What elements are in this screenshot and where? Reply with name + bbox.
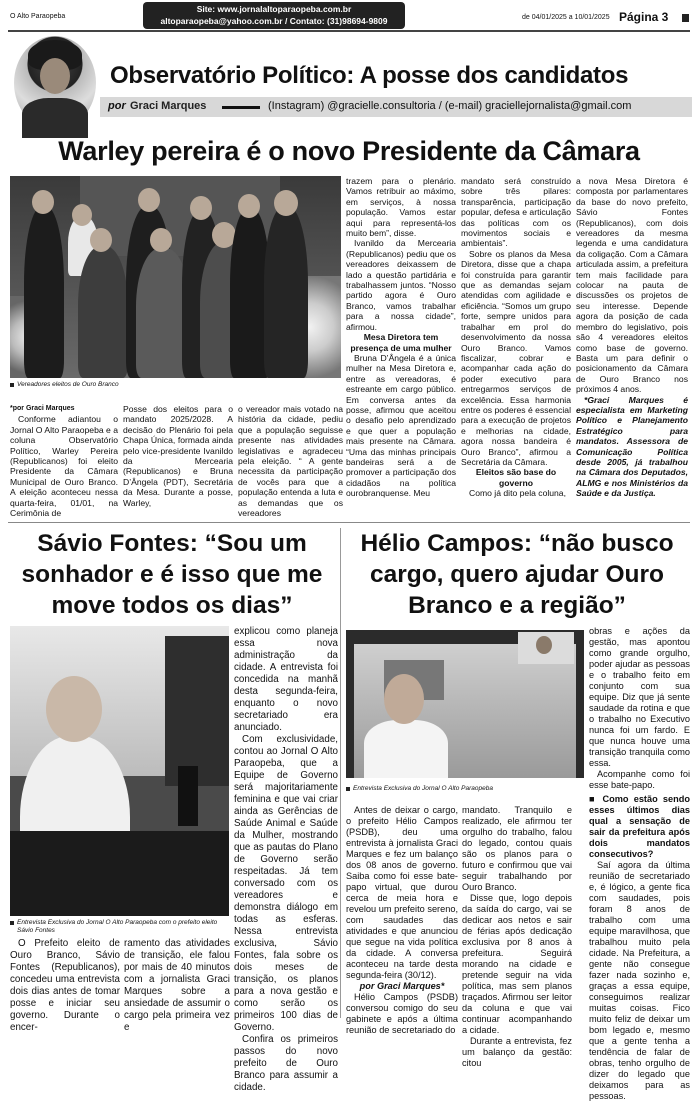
site-contact-box [143, 2, 405, 29]
article1-col6 [576, 176, 688, 520]
article1-col5-p3: Como já dito pela coluna, [469, 488, 566, 499]
article1-subhead2: Eleitos são base do governo [475, 467, 557, 488]
article1-subhead1: Mesa Diretora tem presença de uma mulher [350, 332, 452, 353]
article3-col2-p1: mandato. Tranquilo e realizado, ele afirmou ter orgulho do trabalho, falou do legado, contou quais são os planos para o futuro e confirmou que vai seguir trabalhando por Ouro Branco. [462, 805, 572, 892]
byline-rule [222, 106, 260, 109]
article2-col2: ramento das atividades de transição, ele falou por mais de 40 minutos com a jornalista Graci Marques sobre a ansiedade de assumir o cargo pela primeira vez e [124, 938, 230, 1033]
article2-col3-p1: explicou como planeja essa nova administração da cidade. A entrevista foi concedida na manhã desta segunda-feira, enquanto o novo secretariado era anunciado. [234, 626, 338, 733]
byline-contact: (Instagram) @gracielle.consultoria / (e-mail) graciellejornalista@gmail.com [268, 100, 632, 112]
article1-col6-p1: a nova Mesa Diretora é composta por parlamentares da base do novo prefeito, Sávio Fontes (Republicanos), com dois vereadores da mesma legenda e uma candidatura da coligação. Com a Câmara articulada assim, a prefeitura tem mais facilidade para colocar na pauta de discussões os projetos de seu interesse. Depende agora da posição de cada membro do legislativo, pois são 4 vereadores eleitos como base de governo. Basta um para definir o posicionamento da Câmara de Ouro Branco nos próximos 4 anos. [576, 176, 688, 395]
caption-marker [10, 921, 14, 925]
article1-col5 [461, 176, 571, 520]
article3-col1 [346, 805, 458, 1035]
article1-col5-p2: Sobre os planos da Mesa Diretora, disse que a chapa foi construída para garantir que as demandas sejam atendidas com agilidade e eficiência. “Somos um grupo forte, sempre unidos para trabalhar em prol do desenvolvimento da nossa Ouro Branco. Vamos fiscalizar, cobrar e acompanhar cada ação do poder executivo para entregarmos serviços de excelência. Essa harmonia entre os poderes é essencial para a execução de projetos e melhorias na cidade, agora nossa bandeira é Ouro Branco”, afirmou a Secretária da Câmara. [461, 248, 571, 467]
article2-headline: Sávio Fontes: “Sou um sonhador e é isso que me move todos os dias” [21, 530, 323, 619]
article2-col1: O Prefeito eleito de Ouro Branco, Sávio Fontes (Republicanos), concedeu uma entrevista dois dias antes de tomar posse e iniciar seu governo. Durante o encer- [10, 938, 120, 1033]
author-avatar [14, 36, 96, 130]
article2-col3-p2: Com exclusividade, contou ao Jornal O Alto Paraopeba, que a Equipe de Governo será majoritariamente feminina e que vai criar ainda as Gerências de Saúde Animal e Saúde da Mulher, mostrando que as pautas do Plano de Governo serão respeitadas. Já tem conversado com os vereadores e demonstra diálogo em todas as esferas. Nessa entrevista exclusiva, Sávio Fontes, fala sobre os dois meses de transição, os planos para a nova gestão e como serão os primeiros 100 dias de Governo. [234, 734, 338, 1033]
contact-info: altoparaopeba@yahoo.com.br / Contato: (31)98694-9809 [160, 16, 388, 26]
article3-col2 [462, 805, 572, 1068]
section-divider [8, 522, 690, 523]
article1-photo-caption: Vereadores eleitos de Ouro Branco [17, 381, 119, 388]
article1-col4 [346, 176, 456, 520]
article3-question: ■ Como estão sendo esses últimos dias qual a sensação de sair da prefeitura após dois mandatos consecutivos? [589, 794, 690, 859]
caption-marker [10, 383, 14, 387]
article3-col3-p1: obras e ações da gestão, mas apontou como grande orgulho, poder ajudar as pessoas e o trabalho feito em conjunto com sua equipe. Diz que já sente saudade da rotina e que o trabalho no Executivo nunca foi um fardo. E que nunca houve uma transição tranquila como essa. [589, 626, 690, 768]
article3-photo-caption: Entrevista Exclusiva do Jornal O Alto Paraopeba [353, 785, 493, 792]
page-marker-square [682, 14, 689, 22]
article3-question-text: Como estão sendo esses últimos dias qual a sensação de sair da prefeitura após dois mandatos consecutivos? [589, 794, 690, 859]
article1-col4-p3: Bruna D’Ângela é a única mulher na Mesa Diretora e, entre as vereadoras, é estreante em cargo público. Em conversa antes da posse, afirmou que aceitou o desafio pelo aprendizado e que quer a população mais presente na Câmara. “Uma das minhas principais bandeiras será a de promover a participação dos cidadãos na política ourobranquense. Meu [346, 352, 456, 499]
article1-col3: o vereador mais votado na história da cidade, pediu que a população seguisse presente nas atividades legislativas e agradeceu pela eleição. “ A gente necessita da participação de vocês para que a população entenda a luta e as demandas que os vereadores [238, 404, 343, 519]
article3-author-tag: por Graci Marques* [359, 981, 445, 991]
article1-col5-p1: mandato será construído sobre três pilares: transparência, participação popular, defesa e articulação das políticas com os movimentos sociais e ambientais”. [461, 176, 571, 249]
caption-marker [346, 787, 350, 791]
paper-name: O Alto Paraopeba [10, 13, 66, 20]
article3-col3-p3: Saí agora da última reunião de secretariado e, é lógico, a gente fica com saudades, pois foram 8 anos de trabalho com uma equipe maravilhosa, que trabalhou muito pela cidade. Na Prefeitura, a gente não consegue fazer nada sozinho e, graças a essa equipe, conseguimos realizar muitas coisas. Fico muito feliz de deixar um bom legado e, mesmo que a gente tenha a tendência de falar de obras, tenho orgulho de dizer do legado que deixamos para as pessoas. [589, 860, 690, 1101]
byline-by: por [108, 100, 126, 112]
article2-photo [10, 626, 229, 916]
article3-col2-p2: Disse que, logo depois da saída do cargo, vai se dedicar aos netos e sair de férias após dedicação exclusiva por 8 anos à prefeitura. Seguirá morando na cidade e pretende seguir na vida política, mas sem planos traçados. Afirmou ser leitor da coluna e que vai continuar acompanhando a cidade. [462, 893, 572, 1035]
article3-col1-p2: Hélio Campos (PSDB) conversou comigo do seu gabinete e após a última reunião de secretariado do [346, 992, 458, 1035]
article1-author-bio: *Graci Marques é especialista em Marketing Político e Planejamento Estratégico para mandatos. Assessora de Comunicação Política desde 2005, já trabalhou na Câmara dos Deputados, ALMG e nos Ministérios da Saúde e da Justiça. [576, 394, 688, 499]
column-title: Observatório Político: A posse dos candidatos [110, 62, 629, 89]
article3-headline: Hélio Campos: “não busco cargo, quero ajudar Ouro Branco e a região” [360, 530, 674, 619]
article1-col1 [10, 404, 118, 519]
article3-col1-p1: Antes de deixar o cargo, o prefeito Hélio Campos (PSDB), deu uma entrevista à jornalista Graci Marques e fez um balanço dos 08 anos de governo. Saiba como foi esse bate-papo virtual, que durou cerca de meia hora e revelou um prefeito sereno, com saudades das atividades e que anunciou que segue na vida política da cidade. A conversa aconteceu na tarde desta segunda-feira (30/12). [346, 805, 458, 980]
article1-headline: Warley pereira é o novo Presidente da Câmara [58, 136, 640, 166]
site-url: Site: www.jornalaltoparaopeba.com.br [196, 4, 352, 14]
article1-col4-p1: trazem para o plenário. Vamos retribuir ao máximo, em serviços, à nossa população. Vamos estar aqui para representá-los muito bem”, disse. [346, 176, 456, 239]
byline-author: Graci Marques [130, 100, 207, 112]
article3-col3-p2: Acompanhe como foi esse bate-papo. [589, 769, 690, 790]
article1-col2: Posse dos eleitos para o mandato 2025/2028. A decisão do Plenário foi pela Chapa Única, formada ainda pelo vice-presidente Ivanildo da Mercearia (Republicanos) e Bruna D’Ângela (PDT), Secretária da Mesa. Durante a posse, Warley, [123, 404, 233, 508]
page-label: Página 3 [619, 10, 669, 24]
article1-photo [10, 176, 341, 378]
date-range: de 04/01/2025 a 10/01/2025 [522, 14, 610, 21]
column-separator [340, 528, 341, 1018]
article3-col3 [589, 626, 690, 1101]
article3-col2-p3: Durante a entrevista, fez um balanço da gestão: citou [462, 1036, 572, 1068]
article3-photo [346, 630, 584, 778]
header-rule [8, 30, 690, 32]
article2-photo-caption: Entrevista Exclusiva do Jornal O Alto Paraopeba com o prefeito eleito Sávio Fontes [17, 919, 218, 934]
article2-col3-p3: Confira os primeiros passos do novo prefeito de Ouro Branco para assumir a cidade. [234, 1034, 338, 1093]
article1-col4-p2: Ivanildo da Mercearia (Republicanos) pediu que os vereadores deixassem de lado a questão partidária e trabalhassem juntos. “Nosso partido agora é Ouro Branco, vamos trabalhar para a nossa cidade”, afirmou. [346, 238, 456, 332]
article1-author-tag: *por Graci Marques [10, 405, 75, 412]
article2-col3 [234, 626, 338, 1093]
article1-col1-text: Conforme adiantou o Jornal O Alto Paraopeba e a coluna Observatório Político, Warley Pereira (Republicanos) foi eleito Presidente da Câmara Municipal de Ouro Branco. A eleição aconteceu nessa quarta-feira, 01/01, na Cerimônia de [10, 414, 118, 519]
